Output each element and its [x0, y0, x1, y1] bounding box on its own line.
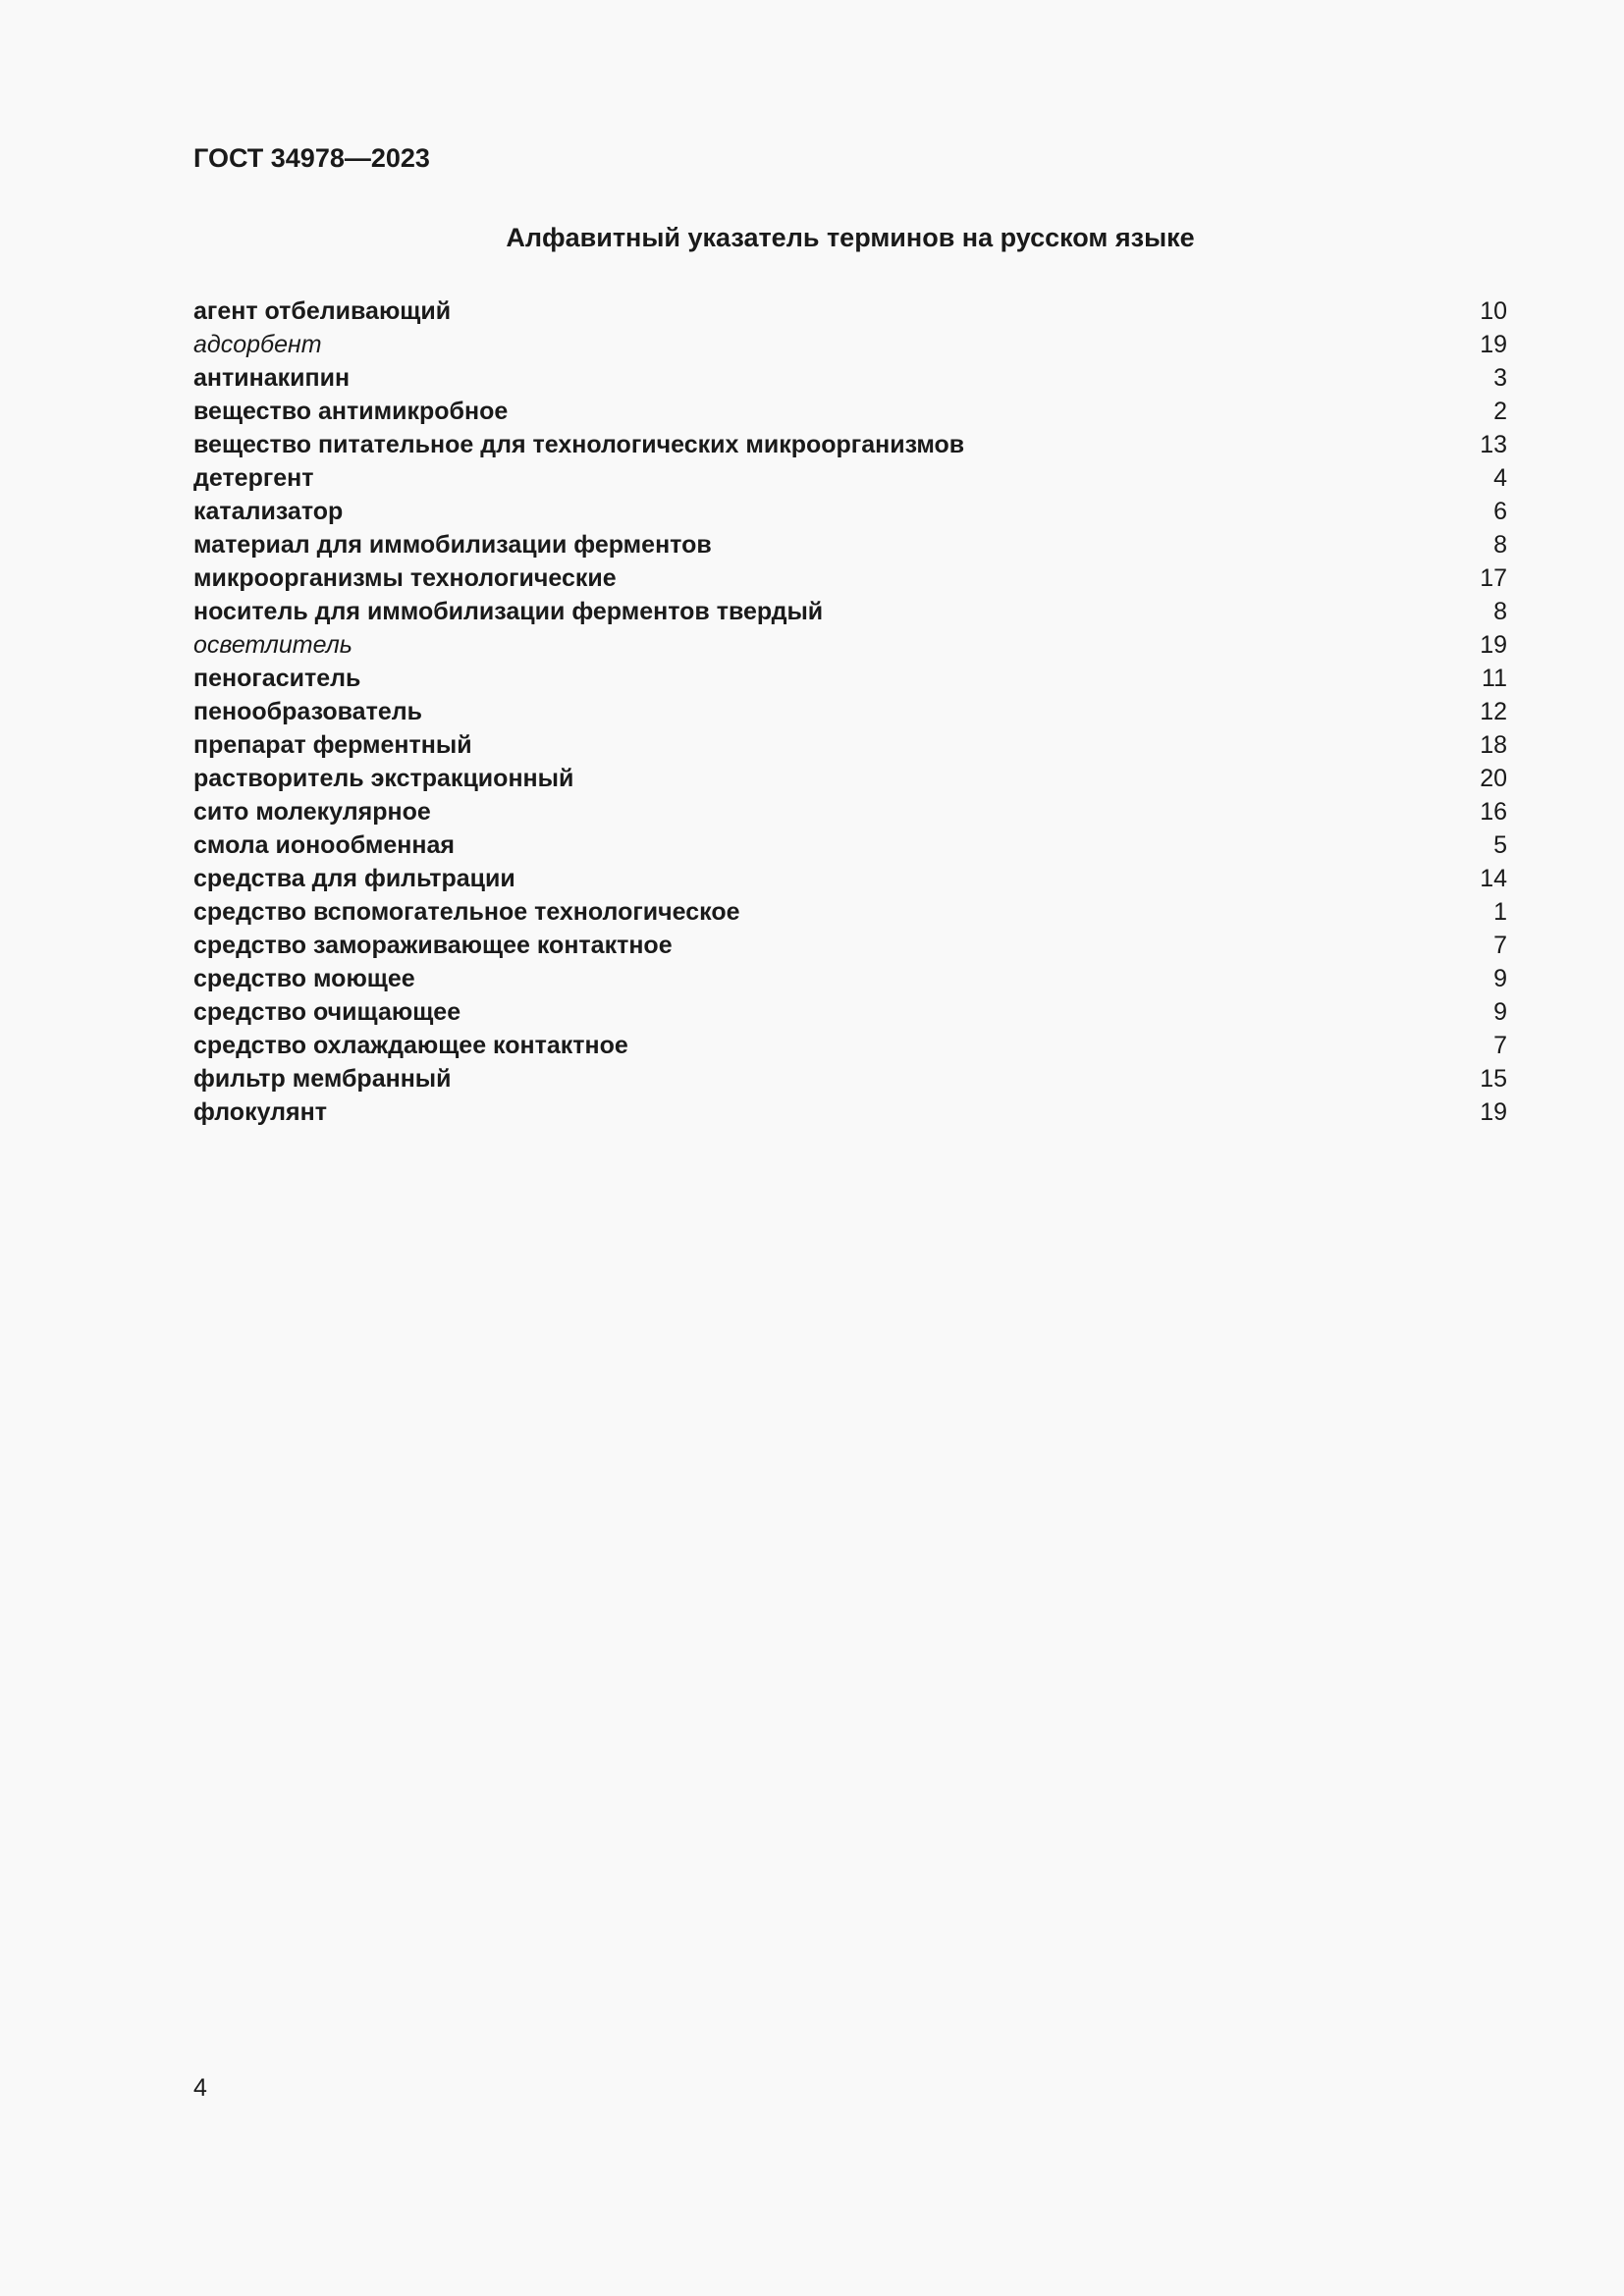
- term-ref: 14: [1480, 865, 1507, 892]
- term-row: [193, 795, 1507, 828]
- page-number: 4: [193, 2074, 207, 2102]
- term-name: материал для иммобилизации ферментов: [193, 531, 712, 559]
- term-ref: 6: [1493, 498, 1507, 525]
- term-name: препарат ферментный: [193, 731, 472, 759]
- term-row: [193, 995, 1507, 1029]
- term-ref: 4: [1493, 464, 1507, 492]
- term-ref: 19: [1480, 631, 1507, 659]
- term-name: средство очищающее: [193, 998, 461, 1026]
- term-row: [193, 1062, 1507, 1095]
- term-ref: 9: [1493, 965, 1507, 992]
- term-row: [193, 361, 1507, 395]
- term-row: [193, 628, 1507, 662]
- term-name: растворитель экстракционный: [193, 765, 574, 792]
- term-row: [193, 929, 1507, 962]
- term-ref: 17: [1480, 564, 1507, 592]
- term-name: флокулянт: [193, 1098, 327, 1126]
- term-row: [193, 561, 1507, 595]
- term-ref: 1: [1493, 898, 1507, 926]
- term-row: [193, 728, 1507, 762]
- term-ref: 11: [1482, 665, 1507, 692]
- term-row: [193, 495, 1507, 528]
- term-name: пенообразователь: [193, 698, 422, 725]
- term-row: [193, 461, 1507, 495]
- term-name: средства для фильтрации: [193, 865, 515, 892]
- term-row: [193, 895, 1507, 929]
- term-name: микроорганизмы технологические: [193, 564, 617, 592]
- term-ref: 13: [1480, 431, 1507, 458]
- term-row: [193, 862, 1507, 895]
- term-row: [193, 328, 1507, 361]
- term-ref: 9: [1493, 998, 1507, 1026]
- term-name: антинакипин: [193, 364, 351, 392]
- term-ref: 10: [1480, 297, 1507, 325]
- term-row: [193, 528, 1507, 561]
- term-ref: 19: [1480, 1098, 1507, 1126]
- term-row: [193, 1095, 1507, 1129]
- term-name: средство замораживающее контактное: [193, 932, 673, 959]
- term-ref: 7: [1493, 1032, 1507, 1059]
- term-ref: 8: [1493, 598, 1507, 625]
- term-name: агент отбеливающий: [193, 297, 452, 325]
- term-name: сито молекулярное: [193, 798, 431, 826]
- term-row: [193, 428, 1507, 461]
- term-ref: 8: [1493, 531, 1507, 559]
- term-row: [193, 395, 1507, 428]
- page-title: Алфавитный указатель терминов на русском языке: [506, 223, 1195, 252]
- term-name: вещество антимикробное: [193, 398, 509, 425]
- term-name: средство вспомогательное технологическое: [193, 898, 740, 926]
- term-row: [193, 595, 1507, 628]
- term-ref: 3: [1493, 364, 1507, 392]
- term-row: [193, 695, 1507, 728]
- term-ref: 7: [1493, 932, 1507, 959]
- term-name: детергент: [193, 464, 314, 492]
- term-ref: 2: [1493, 398, 1507, 425]
- term-row: [193, 1029, 1507, 1062]
- term-ref: 12: [1480, 698, 1507, 725]
- term-row: [193, 294, 1507, 328]
- term-name: носитель для иммобилизации ферментов твердый: [193, 598, 824, 625]
- term-row: [193, 662, 1507, 695]
- term-ref: 16: [1480, 798, 1507, 826]
- document-header: ГОСТ 34978—2023: [193, 143, 430, 173]
- term-ref: 19: [1480, 331, 1507, 358]
- term-name: пеногаситель: [193, 665, 361, 692]
- term-row: [193, 762, 1507, 795]
- term-name: средство моющее: [193, 965, 415, 992]
- term-ref: 15: [1480, 1065, 1507, 1093]
- term-name: фильтр мембранный: [193, 1065, 452, 1093]
- term-row: [193, 962, 1507, 995]
- term-ref: 5: [1493, 831, 1507, 859]
- term-name: адсорбент: [193, 331, 322, 358]
- term-name: смола ионообменная: [193, 831, 455, 859]
- term-name: вещество питательное для технологических микроорганизмов: [193, 431, 965, 458]
- term-index-list: [193, 294, 1507, 1129]
- term-row: [193, 828, 1507, 862]
- term-ref: 20: [1480, 765, 1507, 792]
- term-ref: 18: [1480, 731, 1507, 759]
- term-name: катализатор: [193, 498, 344, 525]
- term-name: осветлитель: [193, 631, 352, 659]
- term-name: средство охлаждающее контактное: [193, 1032, 628, 1059]
